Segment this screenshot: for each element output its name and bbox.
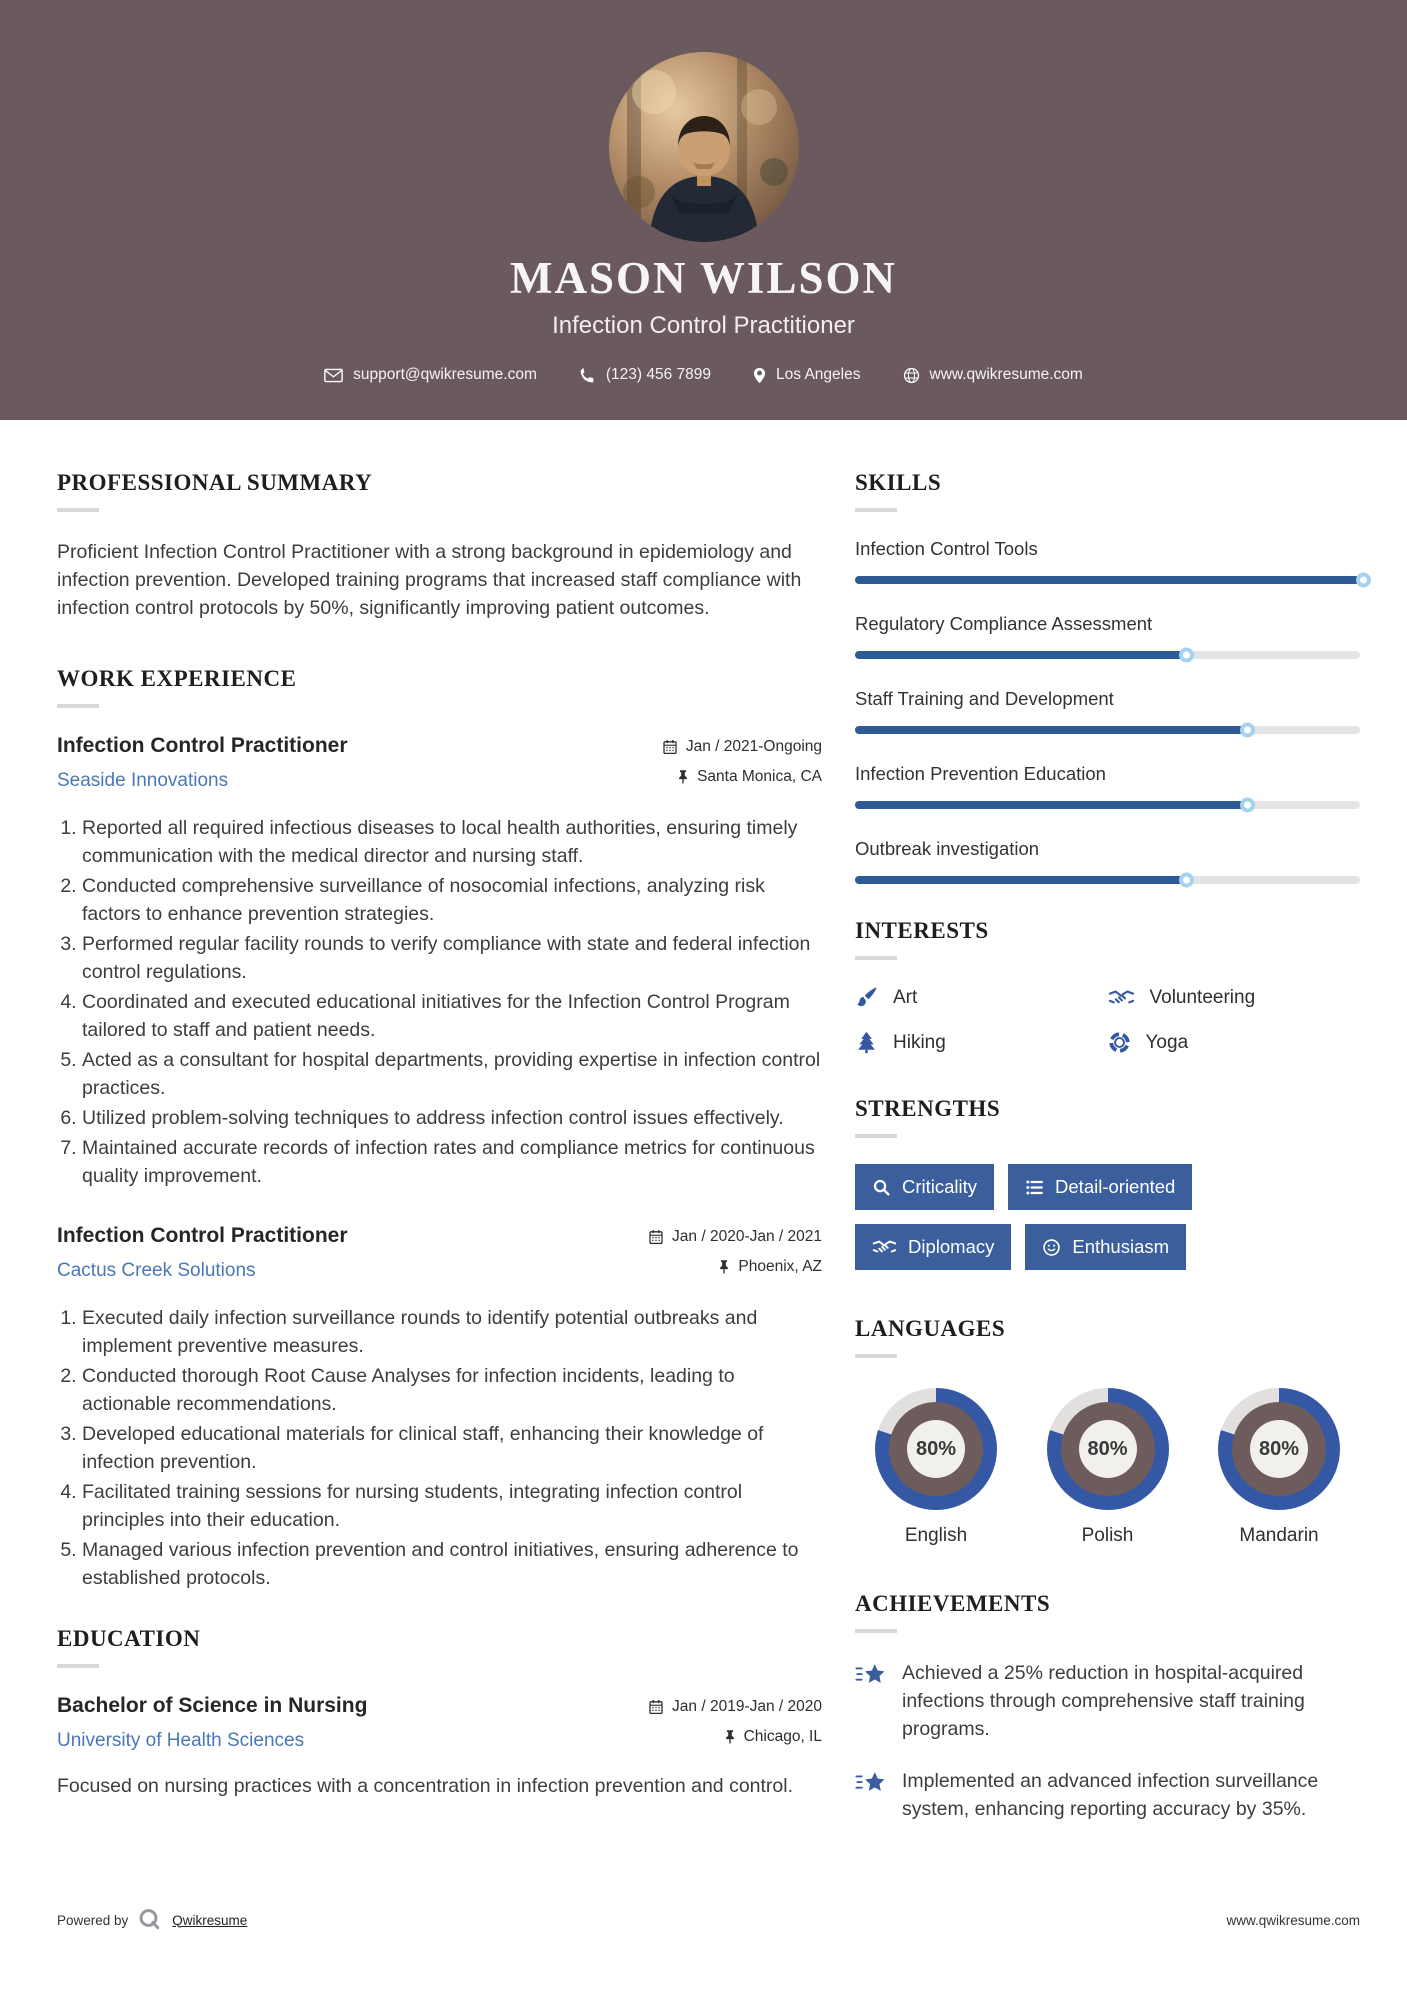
calendar-icon [648,1229,664,1245]
contact-email-text: support@qwikresume.com [353,366,537,383]
skill-slider-thumb[interactable] [1240,723,1255,738]
phone-icon [579,367,596,384]
interest-label: Volunteering [1149,986,1256,1008]
interests-grid [855,986,1360,1054]
heading-rule [855,1134,897,1138]
pushpin-icon [677,769,689,785]
profile-photo-image [609,52,799,242]
strength-label: Detail-oriented [1055,1176,1176,1197]
skill-slider-fill [855,726,1244,734]
skill-label: Outbreak investigation [855,838,1040,859]
job-location-text: Phoenix, AZ [738,1258,822,1275]
strength-badges [855,1164,1360,1270]
job-dates [648,1228,822,1246]
education-header [57,1694,822,1758]
heading-rule [57,704,99,708]
bullet-item: 5. Acted as a consultant for hospital departments, providing expertise in infection control practices. [82,1046,822,1102]
profile-photo [609,52,799,242]
job-title: Infection Control Practitioner [57,1224,348,1247]
heading-rule [57,1664,99,1668]
contact-website[interactable] [903,366,1083,384]
job-entry [57,1224,822,1592]
bullet-item: 3. Developed educational materials for clinical staff, enhancing their knowledge of infection prevention. [82,1420,822,1476]
skill-slider-thumb[interactable] [1179,873,1194,888]
strength-badge [855,1224,1011,1270]
section-languages [855,1316,1360,1547]
job-bullet-list [57,814,822,1190]
skill-slider-fill [855,576,1360,584]
language-row [855,1384,1360,1547]
handshake-icon [1108,989,1135,1007]
section-work-experience [57,666,822,1592]
education-location [648,1728,822,1746]
shooting-star-icon [855,1661,887,1688]
contact-location-text: Los Angeles [776,366,861,383]
job-header [57,1224,822,1288]
contact-phone [579,366,711,384]
skills-heading: SKILLS [855,470,942,495]
education-title-block [57,1694,367,1752]
job-location [662,768,822,786]
skill-label: Infection Control Tools [855,538,1038,559]
skill-row [855,688,1360,734]
qwikresume-logo-icon [138,1908,162,1932]
language-donut-chart [1218,1388,1340,1510]
interest-item [1108,986,1361,1009]
interests-heading: INTERESTS [855,918,989,943]
bullet-item: 1. Reported all required infectious diseases to local health authorities, ensuring timely communication with the medical director and nursing staff. [82,814,822,870]
language-item [1204,1388,1354,1547]
pine-tree-icon [855,1031,878,1054]
left-column [57,470,822,1847]
job-title-block [57,734,348,792]
contact-row [0,366,1407,384]
language-item [861,1388,1011,1547]
job-location [648,1258,822,1276]
bullet-item: 7. Maintained accurate records of infection rates and compliance metrics for continuous quality improvement. [82,1134,822,1190]
language-percent: 80% [907,1420,965,1478]
strength-badge [855,1164,994,1210]
job-title: Infection Control Practitioner [57,734,348,757]
powered-by-text: Powered by [57,1912,129,1928]
job-dates-text: Jan / 2020-Jan / 2021 [672,1228,822,1245]
calendar-icon [662,739,678,755]
skill-row [855,613,1360,659]
skill-slider-track[interactable] [855,726,1360,734]
strengths-heading: STRENGTHS [855,1096,1001,1121]
skill-slider-thumb[interactable] [1356,573,1371,588]
footer [57,1908,1360,1932]
lifebuoy-icon [1108,1031,1131,1054]
qwikresume-link[interactable]: Qwikresume [172,1912,248,1928]
education-dates [648,1698,822,1716]
interest-label: Art [893,986,918,1008]
section-strengths [855,1096,1360,1270]
strength-badge [1008,1164,1192,1210]
candidate-title: Infection Control Practitioner [552,312,855,339]
right-column [855,470,1360,1847]
summary-heading: PROFESSIONAL SUMMARY [57,470,373,495]
summary-text: Proficient Infection Control Practitioner with a strong background in epidemiology and infection prevention. Developed training programs that increased staff compliance with infection control protocols by 50%, significantly improving patient outcomes. [57,541,802,619]
language-donut-chart [1047,1388,1169,1510]
language-item [1033,1388,1183,1547]
section-achievements [855,1591,1360,1823]
job-dates-text: Jan / 2021-Ongoing [685,738,822,755]
job-header [57,734,822,798]
language-percent: 80% [1250,1420,1308,1478]
bullet-item: 5. Managed various infection prevention and control initiatives, ensuring adherence to established protocols. [82,1536,822,1592]
heading-rule [855,1354,897,1358]
interest-item [1108,1031,1361,1054]
bullet-item: 2. Conducted comprehensive surveillance of nosocomial infections, analyzing risk factors to enhance prevention strategies. [82,872,822,928]
strength-label: Criticality [902,1176,978,1197]
languages-heading: LANGUAGES [855,1316,1006,1341]
job-dates [662,738,822,756]
achievement-text: Achieved a 25% reduction in hospital-acquired infections through comprehensive staff training programs. [902,1662,1305,1740]
skill-slider-fill [855,876,1183,884]
interest-label: Hiking [893,1031,946,1053]
work-heading: WORK EXPERIENCE [57,666,297,691]
language-label: Polish [1081,1525,1134,1546]
skill-slider-fill [855,651,1183,659]
company-link[interactable]: Cactus Creek Solutions [57,1260,256,1281]
contact-email[interactable] [324,366,537,384]
heading-rule [855,508,897,512]
school-link[interactable]: University of Health Sciences [57,1730,305,1751]
paintbrush-icon [855,986,878,1009]
skill-slider-track[interactable] [855,801,1360,809]
achievement-text: Implemented an advanced infection surveillance system, enhancing reporting accuracy by 35%. [902,1770,1319,1820]
company-link[interactable]: Seaside Innovations [57,770,229,791]
footer-branding [57,1908,247,1932]
section-education [57,1626,822,1800]
heading-rule [855,1629,897,1633]
candidate-name: MASON WILSON [510,253,897,303]
skill-row [855,763,1360,809]
interest-item [855,1031,1108,1054]
skill-slider-thumb[interactable] [1240,798,1255,813]
job-title-block [57,1224,348,1282]
bullet-item: 3. Performed regular facility rounds to verify compliance with state and federal infection control regulations. [82,930,822,986]
body-columns [0,420,1407,1847]
pushpin-icon [724,1729,736,1745]
strength-label: Enthusiasm [1072,1236,1170,1257]
bullet-item: 1. Executed daily infection surveillance rounds to identify potential outbreaks and implement preventive measures. [82,1304,822,1360]
smiley-icon [1042,1238,1061,1257]
section-interests [855,918,1360,1054]
bullet-item: 6. Utilized problem-solving techniques to address infection control issues effectively. [82,1104,822,1132]
job-meta [648,1224,822,1288]
job-location-text: Santa Monica, CA [697,768,822,785]
education-location-text: Chicago, IL [743,1728,822,1745]
list-icon [1025,1178,1044,1197]
skill-label: Infection Prevention Education [855,763,1106,784]
education-meta [648,1694,822,1758]
skill-row [855,538,1360,584]
heading-rule [855,956,897,960]
contact-website-text: www.qwikresume.com [929,366,1083,383]
skill-slider-thumb[interactable] [1179,648,1194,663]
skill-slider-track[interactable] [855,576,1360,584]
education-heading: EDUCATION [57,1626,201,1651]
skill-row [855,838,1360,884]
handshake-icon [872,1239,897,1256]
language-label: English [904,1525,968,1546]
achievement-item [855,1767,1360,1823]
interest-item [855,986,1108,1009]
language-percent: 80% [1079,1420,1137,1478]
bullet-item: 2. Conducted thorough Root Cause Analyses for infection incidents, leading to actionable recommendations. [82,1362,822,1418]
bullet-item: 4. Coordinated and executed educational initiatives for the Infection Control Program tailored to staff and patient needs. [82,988,822,1044]
shooting-star-icon [855,1769,887,1796]
email-icon [324,368,343,383]
heading-rule [57,508,99,512]
pushpin-icon [718,1259,730,1275]
job-entry [57,734,822,1190]
skill-slider-fill [855,801,1244,809]
section-professional-summary [57,470,822,622]
achievement-item [855,1659,1360,1743]
degree-title: Bachelor of Science in Nursing [57,1694,368,1717]
job-meta [662,734,822,798]
language-donut-chart [875,1388,997,1510]
language-label: Mandarin [1239,1525,1319,1546]
strength-badge [1025,1224,1186,1270]
achievements-heading: ACHIEVEMENTS [855,1591,1051,1616]
contact-location [753,366,860,384]
search-icon [872,1178,891,1197]
bullet-item: 4. Facilitated training sessions for nursing students, integrating infection control principles into their education. [82,1478,822,1534]
section-skills [855,470,1360,884]
skill-slider-track[interactable] [855,651,1360,659]
location-pin-icon [753,367,766,384]
strength-label: Diplomacy [908,1236,995,1257]
interest-label: Yoga [1145,1031,1189,1053]
contact-phone-text: (123) 456 7899 [605,366,712,383]
skill-label: Staff Training and Development [855,688,1114,709]
education-dates-text: Jan / 2019-Jan / 2020 [672,1698,822,1715]
globe-icon [903,367,920,384]
calendar-icon [648,1699,664,1715]
skill-slider-track[interactable] [855,876,1360,884]
footer-website: www.qwikresume.com [1226,1912,1360,1928]
header-banner [0,0,1407,420]
education-description: Focused on nursing practices with a concentration in infection prevention and control. [57,1775,794,1797]
skill-label: Regulatory Compliance Assessment [855,613,1153,634]
job-bullet-list [57,1304,822,1592]
